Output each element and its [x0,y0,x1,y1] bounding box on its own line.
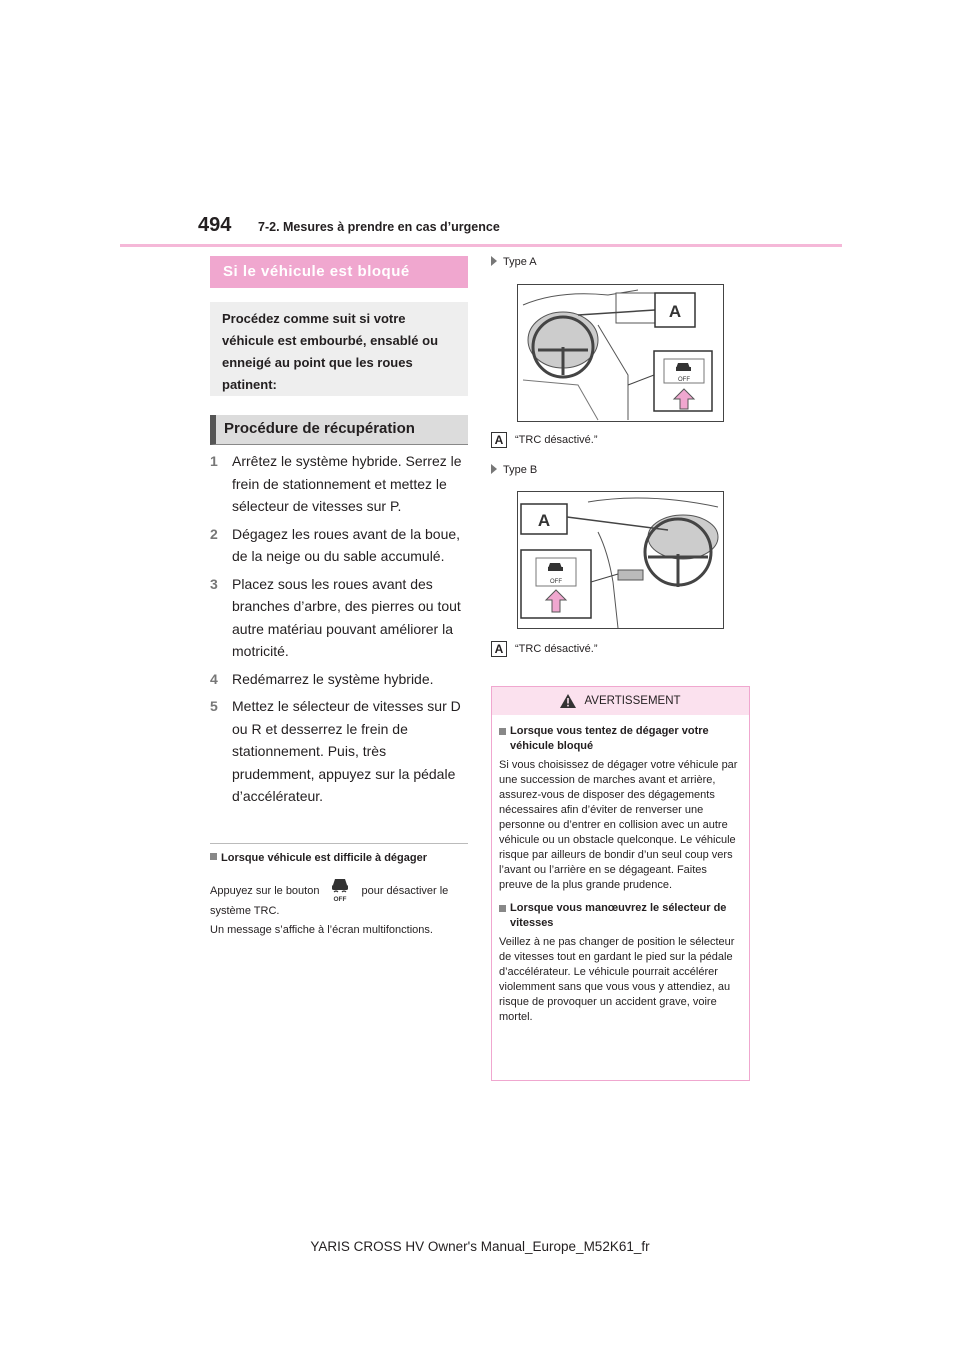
dashboard-illustration-b [518,492,723,628]
warning-triangle-icon [560,694,576,708]
note-title [210,852,427,864]
trc-off-icon [327,876,353,902]
square-bullet-icon [499,728,506,735]
step-item [210,668,470,691]
callout-a-marker: A [491,641,507,657]
square-bullet-icon [210,853,217,860]
step-text: Placez sous les roues avant des branches d’arbre, des pierres ou tout autre matériau pouvant améliorer la motricité. [232,575,461,659]
step-text: Dégagez les roues avant de la boue, de la neige ou du sable accumulé. [232,525,461,564]
note-text-line2: Un message s’affiche à l’écran multifonctions. [210,924,433,936]
type-a-caption: A “TRC désactivé.” [491,432,598,448]
step-text: Redémarrez le système hybride. [232,670,434,687]
step-item [210,573,470,663]
svg-text:A: A [668,302,682,321]
step-item [210,450,470,518]
note-text-after: pour désactiver le système TRC. [210,885,449,917]
step-number: 5 [210,698,218,714]
triangle-bullet-icon [491,256,497,266]
callout-a-marker: A [491,432,507,448]
note-body [210,876,475,940]
steps-list [210,450,470,813]
warning-title: AVERTISSEMENT [584,695,681,707]
triangle-bullet-icon [491,464,497,474]
step-number: 2 [210,525,218,542]
step-number: 3 [210,575,218,592]
note-divider [210,843,468,844]
svg-text:OFF: OFF [333,896,347,902]
procedure-heading: Procédure de récupération [210,415,468,445]
header-rule [120,244,842,247]
type-a-figure [517,284,724,422]
step-text: Arrêtez le système hybride. Serrez le frein de stationnement et mettez le sélecteur de vitesses sur P. [232,453,462,514]
section-heading: Si le véhicule est bloqué [210,256,468,288]
step-number: 4 [210,670,218,687]
warning-header [492,687,749,715]
warning-text: Si vous choisissez de dégager votre véhicule par une succession de marches avant et arrière, assurez-vous de disposer des dégagements nécessaires afin d’éviter de renverser une personne ou d’entrer en collision avec un autre véhicule ou un obstacle quelconque. Le véhicule risque par ailleurs de bondir d’un seul coup vers l’avant ou l’arrière en se dégageant. Faites preuve de la plus grande prudence. [499,759,738,891]
step-item [210,695,470,808]
warning-subtitle: Lorsque vous manœuvrez le sélecteur de vitesses [499,901,743,931]
type-b-caption: A “TRC désactivé.” [491,641,598,657]
warning-content [492,715,749,1025]
svg-text:OFF: OFF [678,377,690,383]
svg-text:A: A [537,511,551,530]
type-b-label: Type B [491,464,537,476]
intro-box: Procédez comme suit si votre véhicule est embourbé, ensablé ou enneigé au point que les roues patinent: [210,302,468,396]
warning-text: Veillez à ne pas changer de position le sélecteur de vitesses tout en gardant le pied sur la pédale d’accélérateur. Le véhicule pourrait accélérer violemment sans que vous vous y attendiez, au risque de provoquer un accident grave, voire mortel. [499,936,735,1023]
page-number: 494 [198,214,232,236]
svg-text:OFF: OFF [550,579,562,585]
type-b-figure [517,491,724,629]
step-text: Mettez le sélecteur de vitesses sur D ou R et desserrez le frein de stationnement. Puis, très prudemment, appuyez sur la pédale d’accélérateur. [232,698,461,804]
note-text-before: Appuyez sur le bouton [210,885,320,897]
step-item [210,523,470,568]
note-title-text: Lorsque véhicule est difficile à dégager [221,852,428,864]
footer-text: YARIS CROSS HV Owner's Manual_Europe_M52K61_fr [310,1239,650,1254]
square-bullet-icon [499,905,506,912]
dashboard-illustration-a [518,285,723,421]
step-number: 1 [210,453,218,469]
warning-subtitle: Lorsque vous tentez de dégager votre véhicule bloqué [499,724,743,754]
warning-box [491,686,750,1081]
type-a-label: Type A [491,256,537,268]
section-title: 7-2. Mesures à prendre en cas d’urgence [258,220,500,234]
